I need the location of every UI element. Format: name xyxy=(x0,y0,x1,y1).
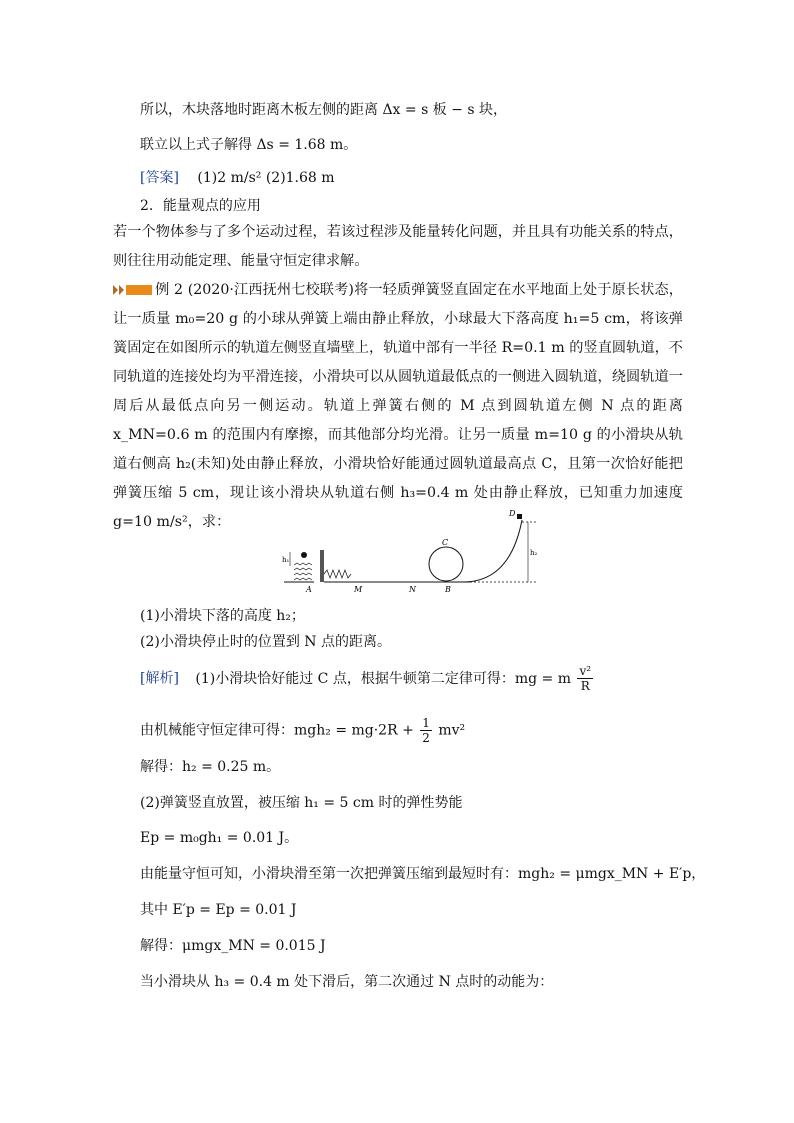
example-text: 例 2 (2020·江西抚州七校联考)将一轻质弹簧竖直固定在水平地面上处于原长状态，让一质量 m₀=20 g 的小球从弹簧上端由静止释放，小球最大下落高度 h₁=5 cm，将该弹簧固定在如图所示的轨道左侧竖直墙壁上，轨道中部有一半径 R=0.1 m 的竖直圆轨道，不同轨道的连接处均为平滑连接，小滑块可以从圆轨道最低点的一侧进入圆轨道，绕圆轨道一周后从最低点向另一侧运动。轨道上弹簧右侧的 M 点到圆轨道左侧 N 点的距离 x_MN=0.6 m 的范围内有摩擦，而其他部分均光滑。让另一质量 m=10 g 的小滑块从轨道右侧高 h₂(未知)处由静止释放，小滑块恰好能通过圆轨道最高点 C，且第一次恰好能把弹簧压缩 5 cm，现让该小滑块从轨道右侧 h₃=0.4 m 处由静止释放，已知重力加速度 g=10 m/s²，求： xyxy=(113,282,683,530)
fraction-v2-over-r: $\frac{\text{v²}}{R}$ xyxy=(579,664,592,693)
label-h2: h₂ xyxy=(530,549,538,557)
analysis-line-5: Ep = m₀gh₁ = 0.01 J。 xyxy=(140,830,299,846)
example-paragraph xyxy=(113,276,683,537)
analysis-step-2-tail: mv² xyxy=(438,722,466,739)
analysis-line-6: 由能量守恒可知，小滑块滑至第一次把弹簧压缩到最短时有：mgh₂ = μmgx_MN + E′p， xyxy=(140,866,706,882)
text-line-1: 所以，木块落地时距离木板左侧的距离 Δx = s 板 − s 块， xyxy=(140,102,507,118)
analysis-tag: [解析] xyxy=(140,670,179,687)
answer-tag: [答案] xyxy=(140,170,179,186)
analysis-step-2: 由机械能守恒定律可得：mgh₂ = mg·2R + xyxy=(140,722,414,739)
analysis-line-2 xyxy=(140,716,465,745)
analysis-step-1: (1)小滑块恰好能过 C 点，根据牛顿第二定律可得：mg = m xyxy=(195,670,571,687)
label-n: N xyxy=(409,585,416,594)
analysis-line-9: 当小滑块从 h₃ = 0.4 m 处下滑后，第二次通过 N 点时的动能为： xyxy=(140,974,554,990)
answer-text: (1)2 m/s² (2)1.68 m xyxy=(197,170,335,186)
fraction-one-half: $\frac{1}{2}$ xyxy=(422,716,430,745)
analysis-line-7: 其中 E′p = Ep = 0.01 J xyxy=(140,902,297,918)
label-d: D xyxy=(509,509,516,518)
label-a: A xyxy=(306,585,312,594)
block-d xyxy=(517,514,522,519)
section-heading: 2．能量观点的应用 xyxy=(140,198,261,214)
intro-paragraph: 若一个物体参与了多个运动过程，若该过程涉及能量转化问题，并且具有功能关系的特点，则往往用动能定理、能量守恒定律求解。 xyxy=(113,224,683,269)
circular-loop xyxy=(429,547,463,581)
vertical-spring xyxy=(294,563,312,580)
analysis-line-3: 解得：h₂ = 0.25 m。 xyxy=(140,759,281,775)
analysis-line-8: 解得：μmgx_MN = 0.015 J xyxy=(140,938,326,954)
label-h1: h₁ xyxy=(282,556,290,564)
track-figure xyxy=(280,500,550,600)
question-1: (1)小滑块下落的高度 h₂； xyxy=(140,608,305,624)
wall xyxy=(320,550,324,582)
text-line-2: 联立以上式子解得 Δs = 1.68 m。 xyxy=(140,137,358,153)
label-c: C xyxy=(442,538,449,547)
label-m: M xyxy=(354,585,363,594)
example-marker-icon xyxy=(113,284,153,296)
right-curve-track xyxy=(463,520,522,582)
answer-line xyxy=(140,168,335,188)
horizontal-spring xyxy=(324,570,351,578)
analysis-line-4: (2)弹簧竖直放置，被压缩 h₁ = 5 cm 时的弹性势能 xyxy=(140,795,463,811)
question-2: (2)小滑块停止时的位置到 N 点的距离。 xyxy=(140,634,391,650)
label-b: B xyxy=(445,585,451,594)
ball xyxy=(301,552,307,558)
analysis-line-1 xyxy=(140,664,595,693)
